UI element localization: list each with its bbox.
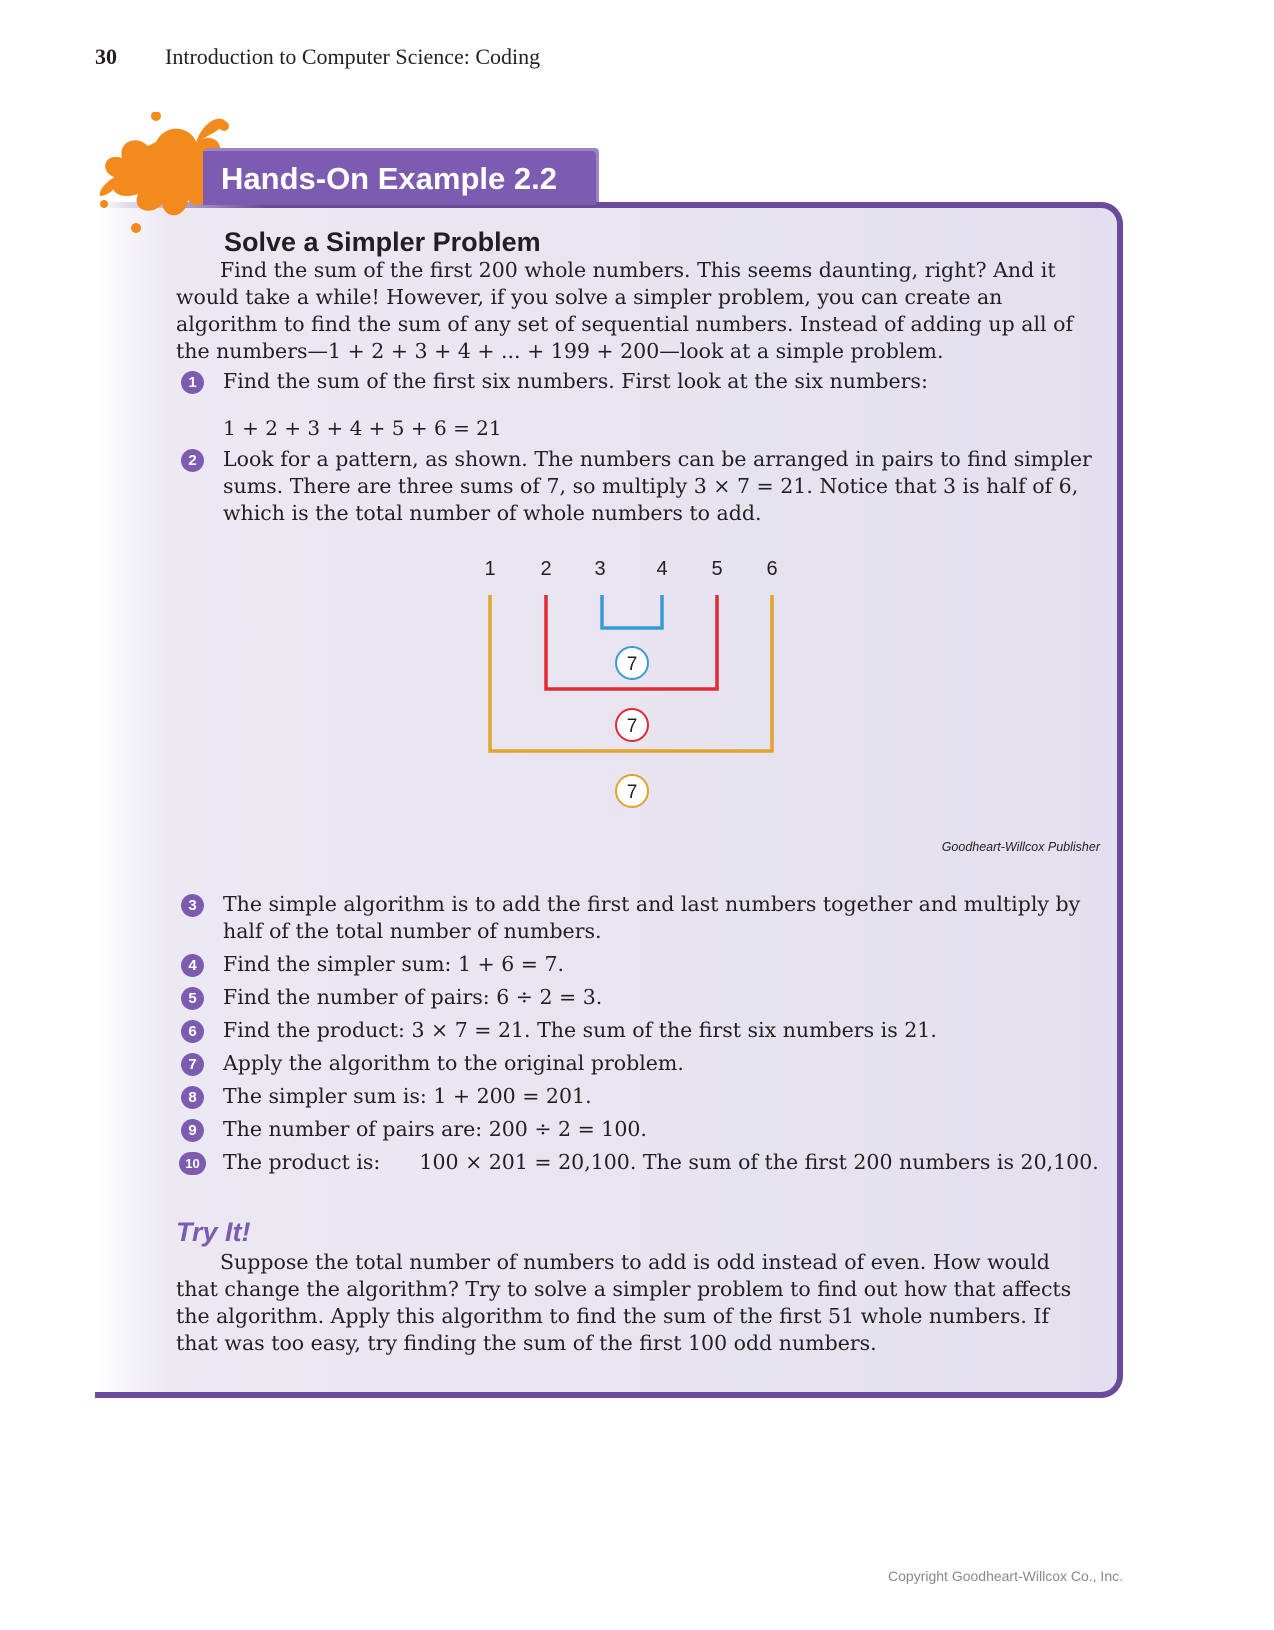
diagram-number: 3 bbox=[594, 560, 606, 580]
step-text: The number of pairs are: 200 ÷ 2 = 100. bbox=[223, 1117, 647, 1141]
sum-label: 7 bbox=[626, 654, 638, 675]
step-number-badge: 6 bbox=[181, 1020, 204, 1043]
tryit-heading: Try It! bbox=[176, 1217, 251, 1247]
step-number-badge: 2 bbox=[181, 449, 204, 472]
equation: 1 + 2 + 3 + 4 + 5 + 6 = 21 bbox=[223, 416, 502, 440]
step-text: Apply the algorithm to the original problem. bbox=[223, 1051, 684, 1075]
example-tab-label: Hands-On Example 2.2 bbox=[221, 161, 557, 196]
diagram-number: 4 bbox=[656, 560, 668, 580]
diagram-number: 2 bbox=[540, 560, 552, 580]
sum-label: 7 bbox=[626, 716, 638, 737]
step-number-badge: 10 bbox=[179, 1152, 206, 1175]
example-heading: Solve a Simpler Problem bbox=[224, 227, 541, 257]
step-text: The simple algorithm is to add the first and last numbers together and multiply by half of the total number of numbers. bbox=[223, 892, 1081, 943]
step-text: Look for a pattern, as shown. The numbers can be arranged in pairs to find simpler sums. There are three sums of 7, so multiply 3 × 7 = 21. Notice that 3 is half of 6, which is the total number of whole numbers to add. bbox=[223, 447, 1092, 525]
pairing-diagram bbox=[440, 560, 800, 830]
step-number-badge: 3 bbox=[181, 894, 204, 917]
page-number: 30 bbox=[95, 44, 117, 69]
intro-paragraph: Find the sum of the first 200 whole numbers. This seems daunting, right? And it would take a while! However, if you solve a simpler problem, you can create an algorithm to find the sum of any set of sequential numbers. Instead of adding up all of the numbers—1 + 2 + 3 + 4 + ... + 199 + 200—look at a simple problem. bbox=[176, 258, 1074, 363]
diagram-number: 5 bbox=[711, 560, 723, 580]
tryit-paragraph: Suppose the total number of numbers to add is odd instead of even. How would that change the algorithm? Try to solve a simpler problem to find out how that affects the algorithm. Apply this algorithm to find the sum of the first 51 whole numbers. If that was too easy, try finding the sum of the first 100 odd numbers. bbox=[176, 1250, 1072, 1355]
step-number-badge: 4 bbox=[181, 954, 204, 977]
inner-bracket bbox=[602, 595, 662, 628]
book-title: Introduction to Computer Science: Coding bbox=[165, 44, 541, 69]
sum-label: 7 bbox=[626, 782, 638, 803]
step-number-badge: 8 bbox=[181, 1086, 204, 1109]
step-text: The simpler sum is: 1 + 200 = 201. bbox=[223, 1084, 592, 1108]
step-text: Find the number of pairs: 6 ÷ 2 = 3. bbox=[223, 985, 603, 1009]
copyright-footer: Copyright Goodheart-Willcox Co., Inc. bbox=[888, 1568, 1123, 1584]
step-number-badge: 9 bbox=[181, 1119, 204, 1142]
step-text: Find the sum of the first six numbers. First look at the six numbers: bbox=[223, 369, 928, 393]
example-tab bbox=[203, 151, 596, 205]
diagram-number: 1 bbox=[484, 560, 496, 580]
step-number-badge: 5 bbox=[181, 987, 204, 1010]
diagram-number: 6 bbox=[766, 560, 778, 580]
step-text: Find the product: 3 × 7 = 21. The sum of the first six numbers is 21. bbox=[223, 1018, 937, 1042]
step-text: The product is: 100 × 201 = 20,100. The sum of the first 200 numbers is 20,100. bbox=[223, 1150, 1099, 1174]
step-number-badge: 1 bbox=[181, 371, 204, 394]
step-number-badge: 7 bbox=[181, 1053, 204, 1076]
step-text: Find the simpler sum: 1 + 6 = 7. bbox=[223, 952, 565, 976]
figure-credit: Goodheart-Willcox Publisher bbox=[941, 840, 1100, 854]
